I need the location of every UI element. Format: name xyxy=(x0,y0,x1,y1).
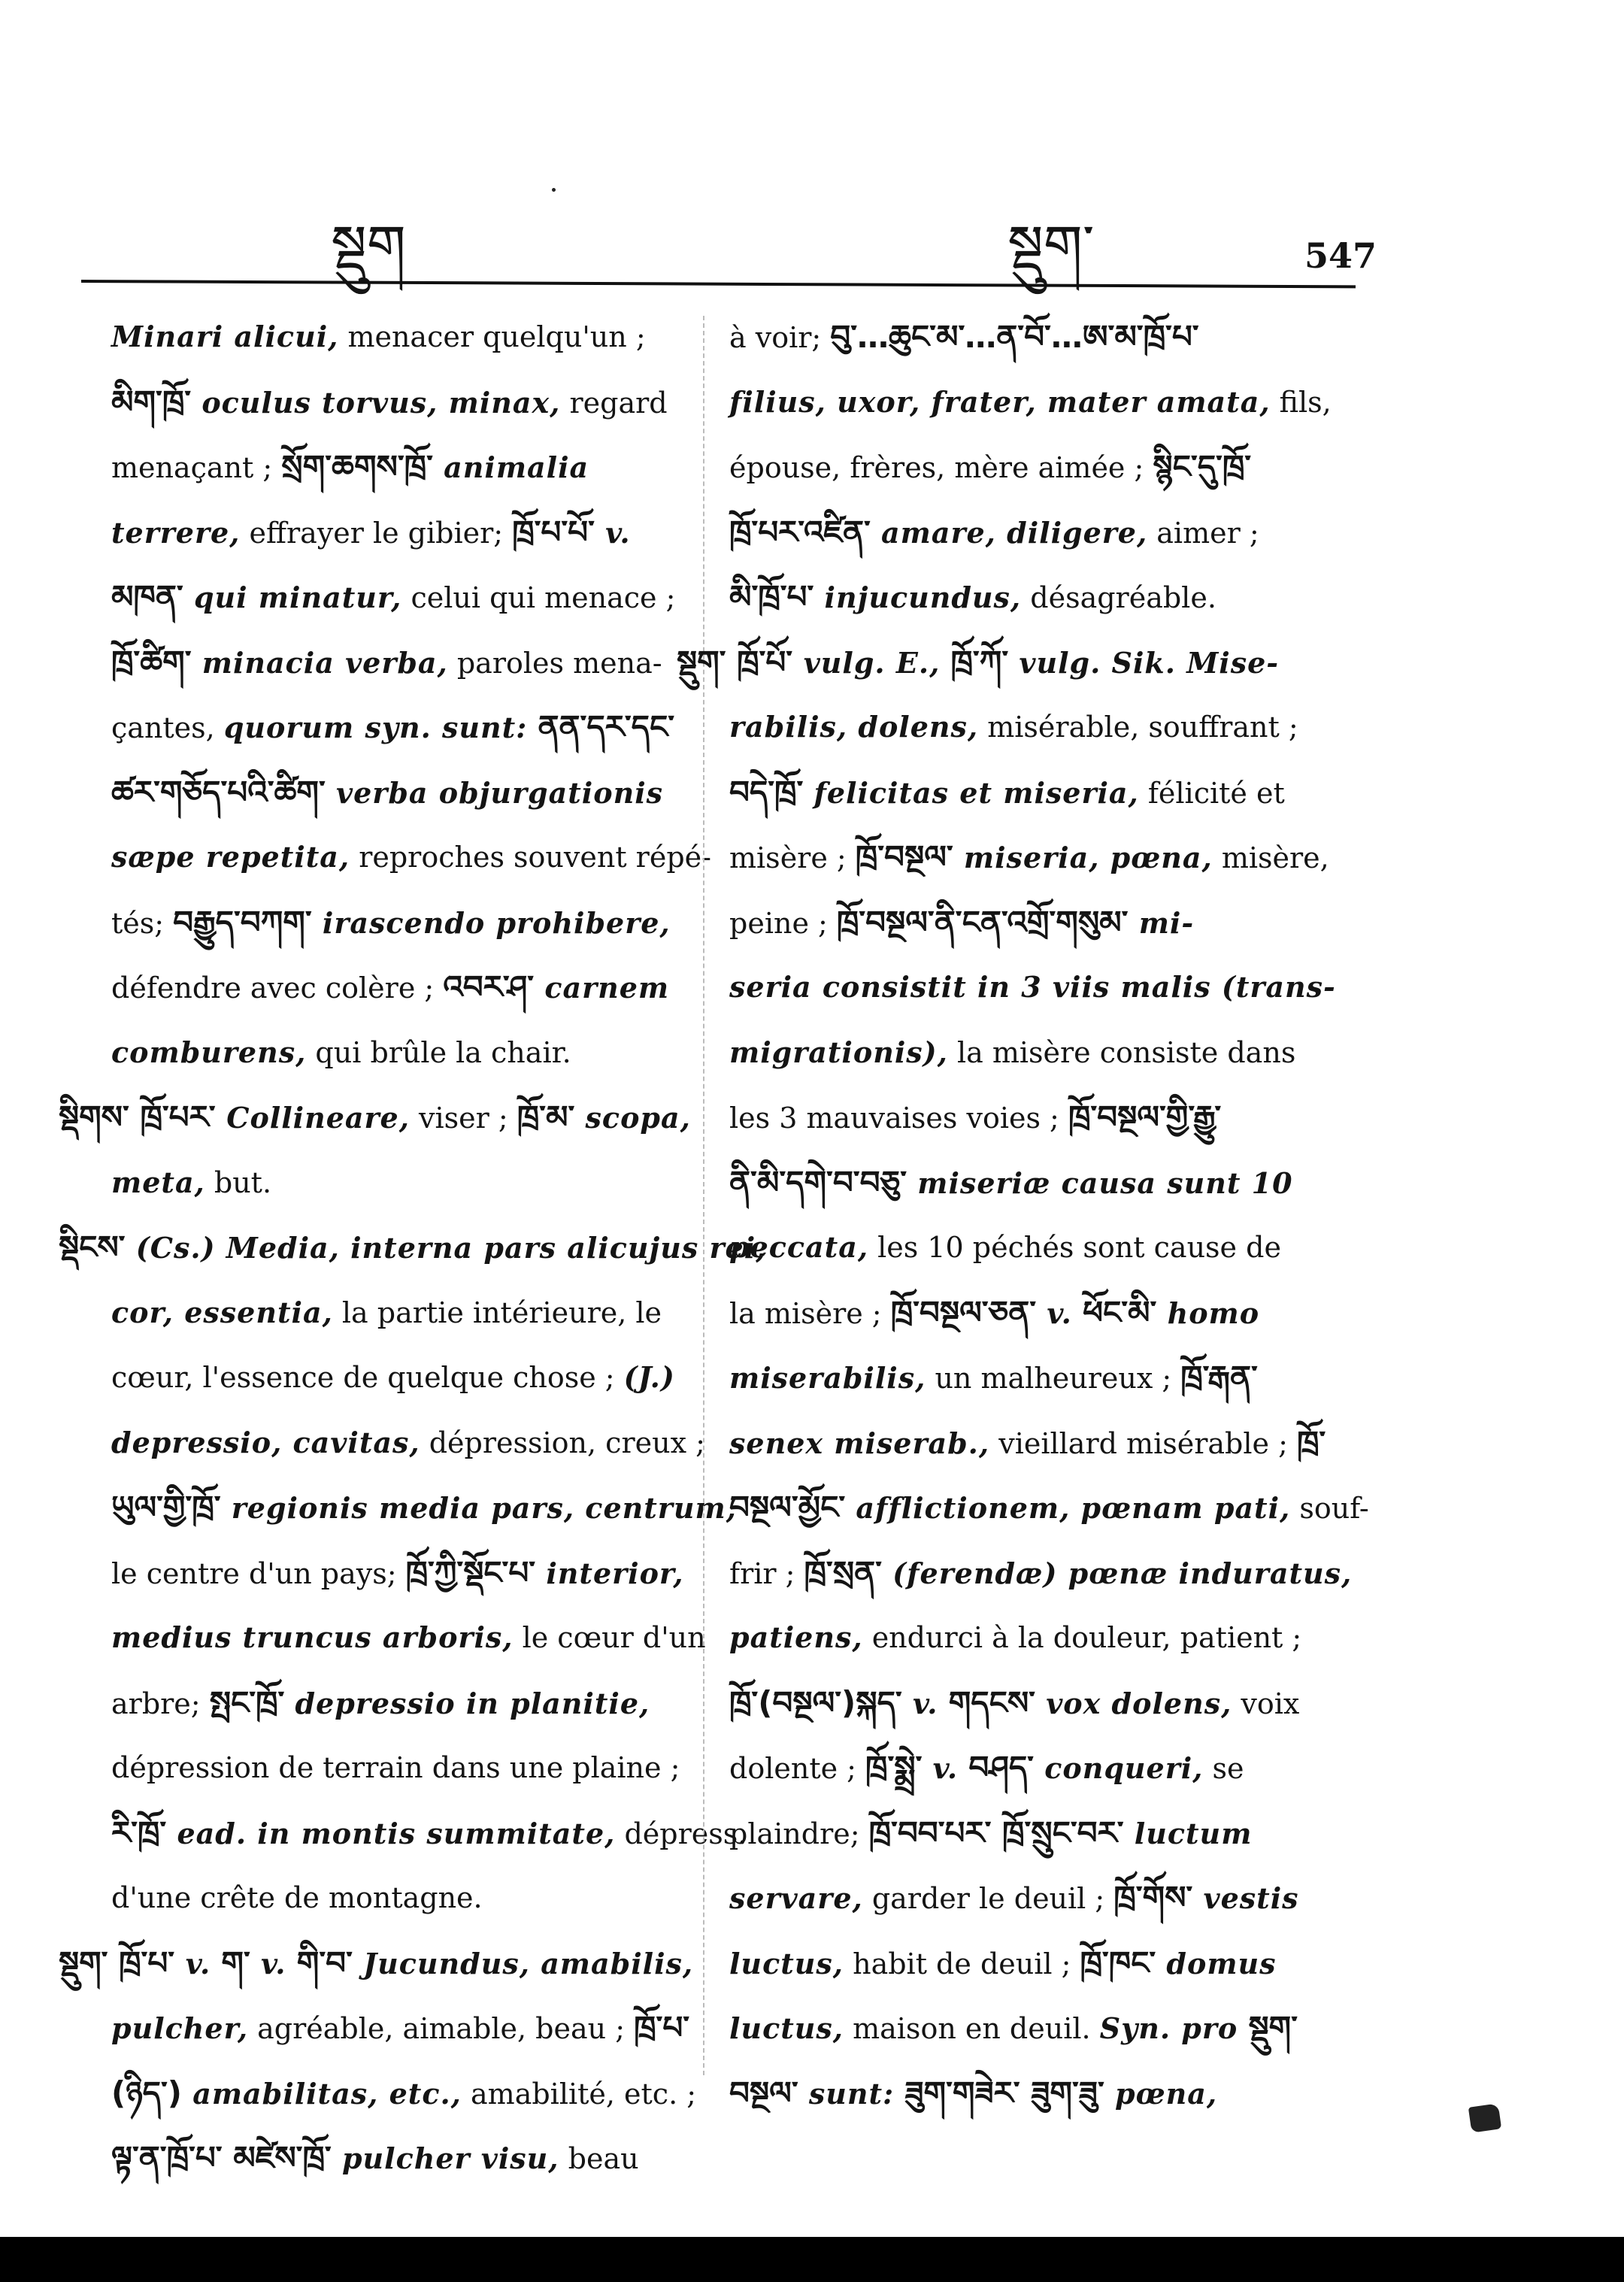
text-line xyxy=(111,565,683,630)
tibetan-text: འབར་ཤ་ xyxy=(443,968,535,1005)
text-line xyxy=(111,305,683,370)
text-line xyxy=(111,1605,706,1671)
text-line xyxy=(111,1150,683,1216)
text-line xyxy=(111,955,683,1020)
latin-text: (ferendæ) pœnæ induratus, xyxy=(881,1556,1353,1590)
text-line xyxy=(729,695,1338,760)
text-line xyxy=(729,1671,1338,1736)
tibetan-text: ཟུག་གཟེར་ ཟུག་ཟུ་ xyxy=(904,2074,1104,2111)
french-text: habit de deuil ; xyxy=(844,1947,1080,1980)
french-text: effrayer le gibier; xyxy=(240,516,513,550)
tibetan-text: ཁྲོ་པ་པོ་ xyxy=(512,513,595,550)
french-text: désagréable. xyxy=(1021,581,1216,614)
text-line xyxy=(729,1411,1338,1476)
latin-text: carnem xyxy=(534,971,670,1005)
tibetan-text: ཁྲོ་པ་ xyxy=(634,2009,690,2046)
latin-text: miserabilis, xyxy=(729,1361,926,1395)
french-text: misérable, souffrant ; xyxy=(978,711,1298,744)
french-text: plaindre; xyxy=(729,1817,869,1850)
french-text: la partie intérieure, le xyxy=(332,1296,662,1329)
french-text: dépression, creux ; xyxy=(420,1426,705,1459)
french-text: fils, xyxy=(1270,385,1332,419)
text-line xyxy=(729,1215,1338,1280)
latin-text: miseria, pœna, xyxy=(953,841,1213,874)
text-line xyxy=(111,1801,747,1866)
page-number: 547 xyxy=(1304,235,1377,276)
tibetan-text: ཁྲོ་པ་ xyxy=(108,1944,186,1981)
tibetan-text: ཁྲོ་ xyxy=(1296,1423,1326,1461)
tibetan-text: སྡུག་ xyxy=(1248,2009,1298,2046)
tibetan-text: ག་ xyxy=(221,1944,250,1981)
tibetan-text: ནན་དར་དང་ xyxy=(538,708,675,745)
latin-text: minacia verba, xyxy=(191,645,448,680)
latin-text: oculus torvus, minax, xyxy=(191,385,561,420)
text-line xyxy=(111,1671,683,1736)
latin-text: irascendo prohibere, xyxy=(311,905,671,940)
text-line xyxy=(111,1020,683,1086)
tibetan-text: ཁྲོ་རྒན་ xyxy=(1180,1359,1258,1396)
tibetan-text: ཁྲོ་ཚིག་ xyxy=(111,643,192,680)
french-text: misère, xyxy=(1212,841,1329,874)
latin-text: amare, diligere, xyxy=(870,515,1148,550)
latin-text: injucundus, xyxy=(814,580,1022,614)
tibetan-text: ཁྲོ་ཀོ་ xyxy=(950,643,1009,680)
text-line xyxy=(111,1475,737,1541)
french-text: paroles mena- xyxy=(447,646,662,680)
french-text: çantes, xyxy=(111,711,224,744)
french-text: viser ; xyxy=(409,1102,517,1135)
text-line xyxy=(729,1605,1338,1671)
latin-text: terrere, xyxy=(111,515,241,550)
french-text: menaçant ; xyxy=(111,451,282,484)
latin-text: quorum syn. sunt: xyxy=(223,711,538,744)
french-text: garder le deuil ; xyxy=(862,1882,1114,1915)
tibetan-text: ནི་མི་དགེ་བ་བཅུ་ xyxy=(729,1163,907,1201)
latin-text: v. xyxy=(185,1946,222,1980)
text-line xyxy=(729,1801,1338,1866)
latin-text: luctus, xyxy=(729,1946,844,1980)
text-line xyxy=(729,1865,1338,1931)
french-text: reproches souvent répé- xyxy=(350,841,711,874)
latin-text: pulcher, xyxy=(111,2011,249,2045)
tibetan-text: ཁྲོ་སྨྲེ་ xyxy=(865,1749,923,1786)
latin-text: depressio, cavitas, xyxy=(111,1425,420,1459)
latin-text: luctum xyxy=(1123,1816,1253,1850)
french-text: beau xyxy=(559,2142,639,2175)
header-rule xyxy=(81,280,1356,288)
french-text: un malheureux ; xyxy=(926,1362,1181,1395)
tibetan-text: སྲོག་ཆགས་ཁྲོ་ xyxy=(281,448,433,485)
french-text: épouse, frères, mère aimée ; xyxy=(729,451,1153,484)
text-line xyxy=(729,500,1338,565)
latin-text: qui minatur, xyxy=(183,580,402,614)
latin-text: pulcher visu, xyxy=(331,2141,559,2175)
text-line xyxy=(111,630,683,696)
latin-text: luctus, xyxy=(729,2011,844,2045)
text-line xyxy=(111,370,683,435)
text-line xyxy=(59,1215,767,1280)
tibetan-text: བསྔལ་མྱོང་ xyxy=(729,1489,846,1526)
french-text: qui brûle la chair. xyxy=(306,1035,571,1069)
text-line xyxy=(729,1475,1369,1541)
french-text: peine ; xyxy=(729,906,837,940)
tibetan-text: ཁྲོ་སྲན་ xyxy=(804,1553,882,1591)
text-line xyxy=(729,1020,1338,1086)
text-line xyxy=(111,1345,683,1411)
latin-text: filius, uxor, frater, mater amata, xyxy=(729,384,1271,419)
latin-text: vulg. E., xyxy=(803,645,951,680)
latin-text: animalia xyxy=(432,450,589,484)
french-text: celui qui menace ; xyxy=(401,581,676,614)
text-line xyxy=(111,1541,683,1606)
latin-text: regionis media pars, centrum, xyxy=(220,1491,737,1525)
text-line xyxy=(111,1735,683,1801)
tibetan-text: བཤད་ xyxy=(968,1749,1034,1786)
latin-text: mi- xyxy=(1128,905,1195,940)
text-line xyxy=(729,1931,1338,1996)
text-line xyxy=(111,500,683,565)
tibetan-text: ཡུལ་གྱི་ཁྲོ་ xyxy=(111,1489,221,1526)
latin-text: homo xyxy=(1156,1296,1260,1330)
entry-headword: སྡིགས་ xyxy=(59,1099,129,1135)
tibetan-text: ཚར་གཅོད་པའི་ཚིག་ xyxy=(111,773,326,811)
latin-text: verba objurgationis xyxy=(325,775,664,810)
french-text: d'une crête de montagne. xyxy=(111,1881,483,1914)
text-line xyxy=(111,2126,683,2191)
tibetan-text: (ཉིད་) xyxy=(111,2074,182,2111)
latin-text: scopa, xyxy=(574,1101,691,1135)
latin-text: comburens, xyxy=(111,1035,307,1069)
tibetan-text: མིག་ཁྲོ་ xyxy=(111,383,192,420)
text-line xyxy=(677,630,1338,696)
latin-text: Collineare, xyxy=(226,1101,410,1135)
text-line xyxy=(111,435,683,500)
latin-text: conqueri, xyxy=(1034,1751,1204,1785)
latin-text: peccata, xyxy=(729,1230,869,1264)
latin-text: meta, xyxy=(111,1165,205,1199)
tibetan-text: མི་ཁྲོ་པ་ xyxy=(729,578,814,615)
tibetan-text: ཁྲོ་བསྔལ་ཅན་ xyxy=(890,1293,1037,1331)
latin-text: migrationis), xyxy=(729,1035,948,1069)
tibetan-text: བདེ་ཁྲོ་ xyxy=(729,773,804,811)
french-text: but. xyxy=(205,1165,272,1199)
text-line xyxy=(729,435,1338,500)
tibetan-text: ཁྲོ་མ་ xyxy=(517,1099,575,1135)
text-line xyxy=(729,565,1338,630)
latin-text: felicitas et miseria, xyxy=(803,775,1139,810)
latin-text: pœna, xyxy=(1104,2076,1218,2111)
entry-headword: སྡུག་ xyxy=(59,1944,108,1981)
french-text: félicité et xyxy=(1138,776,1285,810)
text-line xyxy=(729,1735,1338,1801)
french-text: vieillard misérable ; xyxy=(989,1426,1297,1460)
french-text: dépress. xyxy=(615,1817,747,1850)
text-line xyxy=(729,2061,1338,2126)
latin-text: patiens, xyxy=(729,1620,863,1654)
text-line xyxy=(729,955,1338,1020)
text-line xyxy=(729,1150,1338,1216)
tibetan-text: མཁན་ xyxy=(111,578,183,615)
text-line xyxy=(111,1280,683,1346)
french-text: menacer quelqu'un ; xyxy=(338,320,646,353)
french-text: endurci à la douleur, patient ; xyxy=(862,1621,1302,1654)
latin-text: vestis xyxy=(1192,1881,1299,1915)
french-text: maison en deuil. xyxy=(844,2012,1100,2045)
text-line xyxy=(111,890,683,956)
french-text: souf- xyxy=(1290,1492,1369,1525)
text-line xyxy=(111,1996,690,2061)
tibetan-text: སྤང་ཁྲོ་ xyxy=(209,1683,285,1721)
tibetan-text: ཁྲོ་ཀྱི་སྡོང་པ་ xyxy=(405,1553,536,1591)
tibetan-text: ཁྲོ་པར་འཛིན་ xyxy=(729,513,871,550)
french-text: le centre d'un pays; xyxy=(111,1556,406,1590)
latin-text: miseriæ causa sunt 10 xyxy=(907,1165,1293,1200)
entry-headword: སྡུག་ xyxy=(677,643,726,680)
latin-text: vulg. Sik. Mise- xyxy=(1008,645,1280,680)
french-text: les 3 mauvaises voies ; xyxy=(729,1102,1068,1135)
tibetan-text: ཁྲོ་པོ་ xyxy=(726,643,804,680)
french-text: aimer ; xyxy=(1147,516,1259,550)
latin-text: depressio in planitie, xyxy=(284,1686,650,1720)
latin-text: v. xyxy=(250,1946,297,1980)
running-headword-right: སྡུག་ xyxy=(1007,214,1095,278)
latin-text: domus xyxy=(1156,1946,1277,1980)
tibetan-text: ཁྲོ་ཁང་ xyxy=(1080,1944,1156,1981)
french-text: tés; xyxy=(111,906,174,940)
latin-text: ead. in montis summitate, xyxy=(166,1816,616,1850)
latin-text: v. xyxy=(1036,1296,1083,1330)
latin-text: (J.) xyxy=(623,1360,675,1394)
french-text: la misère consiste dans xyxy=(947,1035,1296,1069)
text-line xyxy=(729,1996,1338,2061)
text-line xyxy=(729,1085,1338,1150)
latin-text: v. xyxy=(901,1686,949,1720)
text-line xyxy=(111,825,711,890)
french-text: frir ; xyxy=(729,1556,804,1590)
text-line xyxy=(59,1931,694,1996)
tibetan-text: ཁྲོ་(བསྔལ་)སྐད་ xyxy=(729,1683,902,1721)
latin-text: amabilitas, etc., xyxy=(182,2076,462,2111)
text-line xyxy=(111,695,683,760)
running-headword-left: སྡུག xyxy=(331,214,406,278)
text-line xyxy=(729,305,1338,370)
tibetan-text: ཁྲོ་བབ་པར་ ཁྲོ་སྲུང་བར་ xyxy=(868,1814,1124,1851)
french-text: les 10 péchés sont cause de xyxy=(868,1231,1281,1264)
french-text: agréable, aimable, beau ; xyxy=(248,2012,635,2045)
tibetan-text: བསྔལ་ xyxy=(729,2074,798,2111)
text-line xyxy=(729,890,1338,956)
text-line xyxy=(111,2061,697,2126)
tibetan-text: བརྒྱུད་བཀག་ xyxy=(173,903,312,941)
text-line xyxy=(729,760,1338,826)
tibetan-text: ཁྲོ་བསྔལ་ནི་ངན་འགྲོ་གསུམ་ xyxy=(836,903,1129,941)
french-text: se xyxy=(1203,1752,1244,1785)
text-line xyxy=(111,1865,683,1931)
french-text: cœur, l'essence de quelque chose ; xyxy=(111,1361,624,1394)
french-text: défendre avec colère ; xyxy=(111,971,444,1005)
tibetan-text: ལྟ་ན་ཁྲོ་པ་ མཛེས་ཁྲོ་ xyxy=(111,2139,332,2176)
latin-text: Syn. pro xyxy=(1099,2011,1249,2045)
french-text: la misère ; xyxy=(729,1296,891,1330)
latin-text: Minari alicui, xyxy=(111,320,339,353)
latin-text: sunt: xyxy=(798,2076,905,2111)
tibetan-text: གདངས་ xyxy=(948,1683,1035,1721)
french-text: regard xyxy=(560,386,668,420)
latin-text: vox dolens, xyxy=(1035,1686,1232,1720)
text-line xyxy=(111,1411,705,1476)
latin-text: senex miserab., xyxy=(729,1426,990,1460)
latin-text: rabilis, dolens, xyxy=(729,710,979,744)
french-text: misère ; xyxy=(729,841,856,874)
latin-text: medius truncus arboris, xyxy=(111,1620,514,1654)
latin-text: servare, xyxy=(729,1881,863,1915)
tibetan-text: རི་ཁྲོ་ xyxy=(111,1814,167,1851)
french-text: amabilité, etc. ; xyxy=(461,2077,697,2111)
tibetan-text: བུ་…ཆུང་མ་…ན་བོ་…ཨ་མ་ཁྲོ་པ་ xyxy=(830,318,1199,355)
latin-text: (Cs.) Media, interna pars alicujus rei, xyxy=(125,1231,767,1265)
latin-text: sæpe repetita, xyxy=(111,840,350,874)
text-line xyxy=(729,370,1338,435)
latin-text: seria consistit in 3 viis malis (trans- xyxy=(729,970,1336,1004)
latin-text: cor, essentia, xyxy=(111,1295,333,1329)
latin-text: interior, xyxy=(535,1556,684,1590)
tibetan-text: གི་བ་ xyxy=(296,1944,353,1981)
french-text: à voir; xyxy=(729,321,831,354)
french-text: le cœur d'un xyxy=(513,1621,706,1654)
tibetan-text: ཁྲོ་བསྔལ་ xyxy=(855,838,953,875)
tibetan-text: ཁྲོ་པར་ xyxy=(129,1099,227,1135)
tibetan-text: སྙིང་དུ་ཁྲོ་ xyxy=(1153,448,1252,485)
text-line xyxy=(729,1541,1353,1606)
latin-text: Jucundus, amabilis, xyxy=(352,1946,694,1980)
latin-text: v. xyxy=(922,1751,969,1785)
text-line xyxy=(111,760,683,826)
french-text: arbre; xyxy=(111,1686,210,1720)
margin-ink-mark xyxy=(1468,2103,1501,2132)
text-line xyxy=(729,1280,1338,1346)
ink-speck xyxy=(552,188,556,192)
french-text: dolente ; xyxy=(729,1752,866,1785)
column-gutter xyxy=(703,316,704,2075)
tibetan-text: ཕོང་མི་ xyxy=(1083,1293,1157,1331)
scan-edge-bar xyxy=(0,2237,1624,2282)
tibetan-text: ཁྲོ་གོས་ xyxy=(1113,1879,1193,1916)
text-line xyxy=(729,1345,1338,1411)
latin-text: v. xyxy=(594,515,631,550)
text-line xyxy=(59,1085,691,1150)
french-text: dépression de terrain dans une plaine ; xyxy=(111,1751,680,1784)
tibetan-text: ཁྲོ་བསྔལ་གྱི་རྒྱུ་ xyxy=(1068,1099,1222,1135)
latin-text: afflictionem, pœnam pati, xyxy=(845,1491,1291,1525)
entry-headword: སྡིངས་ xyxy=(59,1229,126,1265)
text-line xyxy=(729,825,1338,890)
french-text: voix xyxy=(1232,1686,1300,1720)
